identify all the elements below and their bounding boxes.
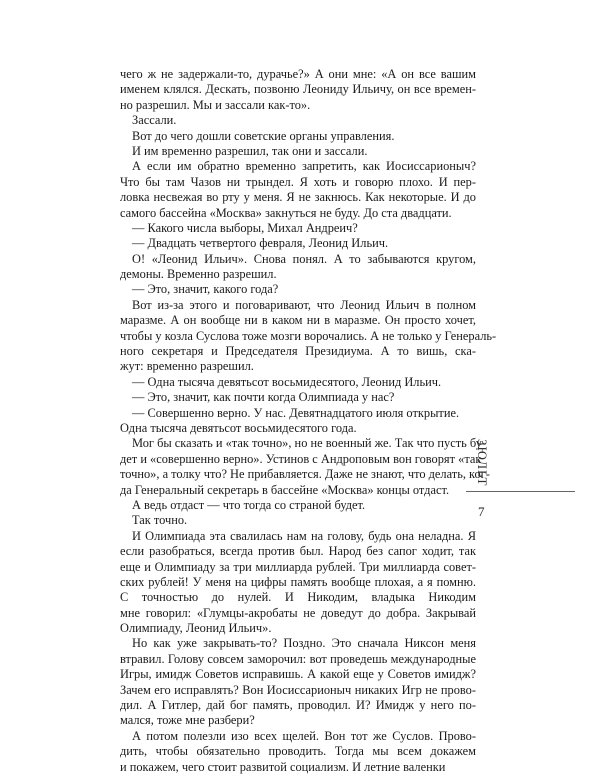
text-line: жут: временно разрешил. xyxy=(120,359,254,374)
text-line: Мог бы сказать и «так точно», но не военный же. Так что пусть бу- xyxy=(132,436,487,451)
side-rule xyxy=(466,491,575,492)
text-line: — Совершенно верно. У нас. Девятнадцатого июля открытие. xyxy=(132,405,460,420)
text-line: — Двадцать четвертого февраля, Леонид Ильич. xyxy=(132,236,389,251)
text-line: А потом полезли изо всех щелей. Вон тот же Суслов. Прово- xyxy=(132,728,476,743)
text-line: Зассали. xyxy=(132,113,177,128)
running-title: ЗЮЛЬТ xyxy=(475,439,490,487)
text-line: Вот из-за этого и поговаривают, что Леонид Ильич в полном xyxy=(132,297,476,312)
text-line: мне говорил: «Глумцы-акробаты не доведут до добра. Закрывай xyxy=(120,605,476,620)
text-line: — Это, значит, какого года? xyxy=(132,282,279,297)
text-line: С точностью до нулей. И Никодим, владыка Никодим xyxy=(120,590,476,605)
text-line: Но как уже закрывать-то? Поздно. Это сначала Никсон меня xyxy=(132,636,476,651)
text-line: чего ж не задержали-то, дурачье?» А они мне: «А он все вашим xyxy=(120,67,476,81)
page-number: 7 xyxy=(478,504,485,519)
text-line: ских рублей! У меня на цифры память вообще плохая, а я помню. xyxy=(120,574,476,589)
text-line: именем клялся. Дескать, позвоню Леониду Ильичу, он все времен- xyxy=(120,82,476,97)
text-line: самого бассейна «Москва» закнуться не буду. До ста двадцати. xyxy=(120,205,452,220)
text-line: дить, чтобы обязательно проводить. Тогда мы всем докажем xyxy=(120,744,476,759)
text-line: Что бы там Чазов ни трындел. Я хоть и говорю плохо. И пер- xyxy=(120,174,476,189)
text-line: дил. А Гитлер, дай бог память, проводил. И? Имидж у него по- xyxy=(120,698,476,713)
text-line: мался, тоже мне разбери? xyxy=(120,713,255,728)
text-line: А ведь отдаст — что тогда со страной будет. xyxy=(132,497,366,512)
text-line: И им временно разрешил, так они и зассали. xyxy=(132,143,368,158)
text-line: точно», а толку что? Не прибавляется. Даже не знают, что делать, ког- xyxy=(120,467,490,482)
text-line: но разрешил. Мы и зассали как-то». xyxy=(120,97,311,112)
text-line: втравил. Голову совсем заморочил: вот проведешь международные xyxy=(120,651,476,666)
text-line: демоны. Временно разрешил. xyxy=(120,267,277,282)
text-line: — Это, значит, как почти когда Олимпиада у нас? xyxy=(132,390,395,405)
text-line: О! «Леонид Ильич». Снова понял. А то забываются кругом, xyxy=(132,251,476,266)
text-line: и покажем, чего стоит развитой социализм. И летние валенки xyxy=(120,759,446,774)
text-line: Вот до чего дошли советские органы управления. xyxy=(132,128,395,143)
text-line: Так точно. xyxy=(132,513,188,528)
text-line: еще и Олимпиаду за три миллиарда рублей. Три миллиарда совет- xyxy=(120,559,476,574)
text-line: дет и «совершенно верно». Устинов с Андроповым вон говорят «так xyxy=(120,451,482,466)
text-line: — Одна тысяча девятьсот восьмидесятого, Леонид Ильич. xyxy=(132,374,442,389)
text-line: И Олимпиада эта свалилась нам на голову, будь она неладна. Я xyxy=(132,528,476,543)
text-line: если разобраться, всегда против был. Народ без сапог ходит, так xyxy=(120,544,476,559)
text-line: А если им обратно временно запретить, как Иосиссарионыч? xyxy=(132,159,476,174)
text-line: ловка несвежая во рту у меня. Я не закнюсь. Как некоторые. И до xyxy=(120,190,476,205)
text-line: Одна тысяча девятьсот восьмидесятого года. xyxy=(120,420,357,435)
text-line: чтобы у козла Суслова тоже мозги ворочались. А не только у Генераль- xyxy=(120,328,497,343)
text-line: Зачем его исправлять? Вон Иосиссарионыч никаких Игр не прово- xyxy=(120,682,476,697)
text-line: — Какого числа выборы, Михал Андреич? xyxy=(132,220,358,235)
text-line: Олимпиаду, Леонид Ильич». xyxy=(120,621,272,636)
text-line: ного секретаря и Председателя Президиума. А то вишь, ска- xyxy=(120,344,476,359)
text-line: Игры, имидж Советов исправишь. А какой еще у Советов имидж? xyxy=(120,667,476,682)
text-line: маразме. А он вообще ни в каком ни в маразме. Он просто хочет, xyxy=(120,313,476,328)
text-line: да Генеральный секретарь в бассейне «Москва» концы отдаст. xyxy=(120,482,450,497)
